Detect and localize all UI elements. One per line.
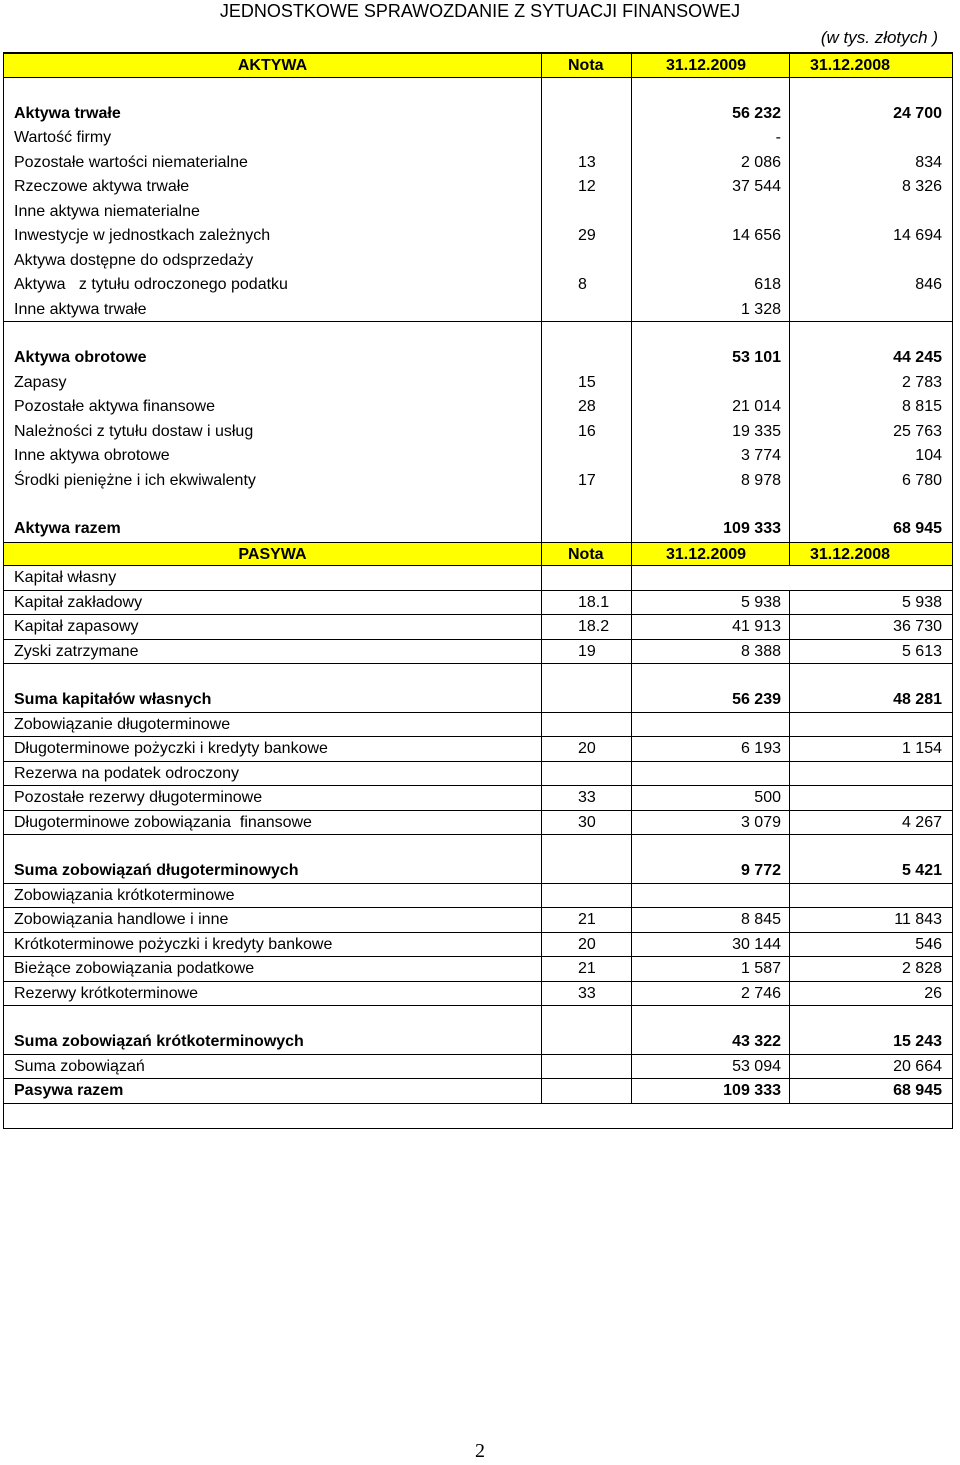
table-row xyxy=(4,615,952,640)
row-value-2009: 14 656 xyxy=(632,224,790,249)
row-value-2009: 618 xyxy=(632,273,790,298)
row-label: Wartość firmy xyxy=(4,126,542,151)
table-row xyxy=(4,908,952,933)
table-row xyxy=(4,786,952,811)
table-row xyxy=(4,126,952,151)
row-value-2009: 37 544 xyxy=(632,175,790,200)
dlugoterminowe-heading-row xyxy=(4,713,952,738)
table-row xyxy=(4,982,952,1007)
row-note: 8 xyxy=(542,273,632,298)
row-value-2009: 2 086 xyxy=(632,151,790,176)
row-label: Aktywa razem xyxy=(4,517,542,542)
row-value-2008: 5 421 xyxy=(901,862,942,879)
row-label: Aktywa dostępne do odsprzedaży xyxy=(4,249,542,274)
spacer-row xyxy=(4,835,952,859)
row-value-2008: 11 843 xyxy=(894,911,942,928)
row-label: Suma zobowiązań xyxy=(4,1055,542,1079)
row-note: 33 xyxy=(542,982,632,1006)
row-value-2008: 5 938 xyxy=(901,593,942,611)
row-value-2008 xyxy=(790,126,952,151)
row-value-2008: 15 243 xyxy=(893,1033,942,1050)
row-note xyxy=(542,346,632,371)
row-note xyxy=(542,200,632,225)
row-note xyxy=(542,444,632,469)
row-label: Inne aktywa niematerialne xyxy=(4,200,542,225)
row-value-2009: 3 774 xyxy=(632,444,790,469)
row-label: Aktywa trwałe xyxy=(4,102,542,127)
table-row xyxy=(4,469,952,494)
row-note xyxy=(542,1055,632,1079)
kapital-total-row xyxy=(4,688,952,713)
row-note: 29 xyxy=(542,224,632,249)
row-value-2008: 68 945 xyxy=(893,1082,942,1099)
row-note: 20 xyxy=(542,933,632,957)
spacer-row xyxy=(4,322,952,346)
row-value-2008: 20 664 xyxy=(893,1057,942,1075)
section-heading: Zobowiązania krótkoterminowe xyxy=(4,884,542,908)
krotkoterminowe-heading-row xyxy=(4,884,952,909)
row-value-2009: 5 938 xyxy=(632,591,790,615)
table-row xyxy=(4,395,952,420)
row-value-2009: 53 094 xyxy=(632,1055,790,1079)
table-row xyxy=(4,371,952,396)
row-label: Inne aktywa trwałe xyxy=(4,298,542,322)
row-note: 16 xyxy=(542,420,632,445)
row-label: Bieżące zobowiązania podatkowe xyxy=(4,957,542,981)
row-value-2009 xyxy=(632,762,790,786)
row-value-2009: 1 587 xyxy=(632,957,790,981)
row-note xyxy=(542,1030,632,1054)
row-label: Długoterminowe zobowiązania finansowe xyxy=(4,811,542,835)
pasywa-header-row xyxy=(4,542,952,567)
aktywa-trwale-total-row xyxy=(4,102,952,127)
row-value-2008: 8 815 xyxy=(901,398,942,415)
row-value-2008: 25 763 xyxy=(893,422,942,440)
aktywa-header-col2: 31.12.2008 xyxy=(810,57,891,74)
table-row xyxy=(4,811,952,836)
row-value-2008: 2 783 xyxy=(901,373,942,391)
row-label: Suma kapitałów własnych xyxy=(4,688,542,712)
row-label: Długoterminowe pożyczki i kredyty bankowe xyxy=(4,737,542,761)
row-note: 28 xyxy=(542,395,632,420)
table-row xyxy=(4,933,952,958)
row-value-2008: 846 xyxy=(915,276,942,293)
row-note: 18.1 xyxy=(542,591,632,615)
row-note xyxy=(542,762,632,786)
table-row xyxy=(4,957,952,982)
table-row xyxy=(4,175,952,200)
row-value-2008 xyxy=(790,786,952,810)
row-value-2009 xyxy=(632,249,790,274)
row-value-2008: 14 694 xyxy=(893,227,942,244)
row-note xyxy=(542,249,632,274)
row-value-2009: 2 746 xyxy=(632,982,790,1006)
pasywa-header-col2: 31.12.2008 xyxy=(810,545,891,563)
row-value-2008: 6 780 xyxy=(901,471,942,489)
row-value-2008 xyxy=(790,762,952,786)
row-value-2008: 4 267 xyxy=(901,813,942,831)
row-label: Aktywa z tytułu odroczonego podatku xyxy=(4,273,542,298)
row-label: Inne aktywa obrotowe xyxy=(4,444,542,469)
row-label: Należności z tytułu dostaw i usług xyxy=(4,420,542,445)
row-note: 17 xyxy=(542,469,632,494)
suma-zobowiazan-row xyxy=(4,1055,952,1080)
spacer-row xyxy=(4,78,952,102)
row-value-2008 xyxy=(790,298,952,322)
row-note: 20 xyxy=(542,737,632,761)
row-label: Kapitał zakładowy xyxy=(4,591,542,615)
row-value-2009: 9 772 xyxy=(632,859,790,883)
row-value-2008: 104 xyxy=(915,447,942,464)
aktywa-header-col1: 31.12.2009 xyxy=(632,54,790,77)
row-note: 12 xyxy=(542,175,632,200)
row-label: Zapasy xyxy=(4,371,542,396)
row-note xyxy=(542,1079,632,1103)
row-label: Zyski zatrzymane xyxy=(4,640,542,664)
row-note xyxy=(542,859,632,883)
row-note xyxy=(542,102,632,127)
aktywa-header-label: AKTYWA xyxy=(4,54,542,77)
row-value-2009: 19 335 xyxy=(632,420,790,445)
row-value-2009: 30 144 xyxy=(632,933,790,957)
table-row xyxy=(4,420,952,445)
row-note xyxy=(542,298,632,322)
table-row xyxy=(4,273,952,298)
spacer-row xyxy=(4,1104,952,1128)
row-value-2009: 6 193 xyxy=(632,737,790,761)
row-label: Suma zobowiązań krótkoterminowych xyxy=(4,1030,542,1054)
row-value-2008: 834 xyxy=(915,153,942,171)
aktywa-header-row xyxy=(4,53,952,78)
row-note xyxy=(542,126,632,151)
row-value-2009: 8 388 xyxy=(632,640,790,664)
row-note xyxy=(542,517,632,542)
row-value-2008: 26 xyxy=(924,984,942,1002)
row-value-2008: 546 xyxy=(915,935,942,953)
table-row xyxy=(4,151,952,176)
row-note: 18.2 xyxy=(542,615,632,639)
row-label: Pozostałe aktywa finansowe xyxy=(4,395,542,420)
spacer-row xyxy=(4,1006,952,1030)
pasywa-header-col1: 31.12.2009 xyxy=(632,543,790,566)
row-label: Środki pieniężne i ich ekwiwalenty xyxy=(4,469,542,494)
row-value-2009: 41 913 xyxy=(632,615,790,639)
row-label: Pozostałe wartości niematerialne xyxy=(4,151,542,176)
dlugoterminowe-total-row xyxy=(4,859,952,884)
row-value-2009: 21 014 xyxy=(632,395,790,420)
spacer-row xyxy=(4,493,952,517)
section-heading: Zobowiązanie długoterminowe xyxy=(4,713,542,737)
row-value-2009: 1 328 xyxy=(632,298,790,322)
kapital-heading-row xyxy=(4,566,952,591)
row-value-2008 xyxy=(790,200,952,225)
table-row xyxy=(4,737,952,762)
row-value-2009 xyxy=(632,371,790,396)
row-value-2008: 2 828 xyxy=(901,960,942,977)
krotkoterminowe-total-row xyxy=(4,1030,952,1055)
row-value-2008 xyxy=(790,249,952,274)
table-row xyxy=(4,762,952,787)
row-value-2008: 48 281 xyxy=(893,691,942,708)
row-label: Pozostałe rezerwy długoterminowe xyxy=(4,786,542,810)
row-value-2008: 36 730 xyxy=(893,618,942,635)
row-note xyxy=(542,688,632,712)
page-number: 2 xyxy=(475,1440,485,1462)
aktywa-obrotowe-total-row xyxy=(4,346,952,371)
row-label: Aktywa obrotowe xyxy=(4,346,542,371)
table-row xyxy=(4,640,952,665)
row-note: 21 xyxy=(542,908,632,932)
row-value-2009: 8 978 xyxy=(632,469,790,494)
row-value-2009: 109 333 xyxy=(632,517,790,542)
page-title: JEDNOSTKOWE SPRAWOZDANIE Z SYTUACJI FINANSOWEJ xyxy=(219,1,741,21)
units-note: (w tys. złotych ) xyxy=(820,28,938,47)
row-label: Kapitał zapasowy xyxy=(4,615,542,639)
section-heading: Kapitał własny xyxy=(4,566,542,590)
row-value-2009 xyxy=(632,200,790,225)
row-value-2009: 56 239 xyxy=(632,688,790,712)
row-note: 13 xyxy=(542,151,632,176)
balance-sheet-table xyxy=(3,52,953,1129)
table-row xyxy=(4,298,952,323)
row-note: 30 xyxy=(542,811,632,835)
table-row xyxy=(4,249,952,274)
pasywa-razem-row xyxy=(4,1079,952,1104)
row-value-2009: - xyxy=(632,126,790,151)
aktywa-header-note: Nota xyxy=(542,54,632,77)
row-note: 21 xyxy=(542,957,632,981)
row-note: 33 xyxy=(542,786,632,810)
spacer-row xyxy=(4,664,952,688)
row-label: Zobowiązania handlowe i inne xyxy=(4,908,542,932)
row-label: Rezerwy krótkoterminowe xyxy=(4,982,542,1006)
row-value-2009: 3 079 xyxy=(632,811,790,835)
row-value-2008: 1 154 xyxy=(901,740,942,757)
row-label: Pasywa razem xyxy=(4,1079,542,1103)
table-row xyxy=(4,224,952,249)
row-label: Rezerwa na podatek odroczony xyxy=(4,762,542,786)
row-value-2009: 500 xyxy=(632,786,790,810)
row-value-2008: 5 613 xyxy=(901,642,942,660)
row-value-2008: 68 945 xyxy=(893,520,942,537)
table-row xyxy=(4,591,952,616)
row-value-2009: 53 101 xyxy=(632,346,790,371)
table-row xyxy=(4,200,952,225)
row-label: Rzeczowe aktywa trwałe xyxy=(4,175,542,200)
row-label: Krótkoterminowe pożyczki i kredyty bankowe xyxy=(4,933,542,957)
aktywa-razem-row xyxy=(4,517,952,542)
row-value-2009: 56 232 xyxy=(632,102,790,127)
table-row xyxy=(4,444,952,469)
row-value-2008: 8 326 xyxy=(901,178,942,195)
pasywa-header-label: PASYWA xyxy=(4,543,542,566)
pasywa-header-note: Nota xyxy=(542,543,632,566)
row-note: 15 xyxy=(542,371,632,396)
row-value-2009: 109 333 xyxy=(632,1079,790,1103)
row-value-2009: 43 322 xyxy=(632,1030,790,1054)
row-value-2008: 24 700 xyxy=(893,104,942,122)
row-note: 19 xyxy=(542,640,632,664)
row-value-2008: 44 245 xyxy=(893,349,942,366)
row-label: Inwestycje w jednostkach zależnych xyxy=(4,224,542,249)
row-value-2009: 8 845 xyxy=(632,908,790,932)
row-label: Suma zobowiązań długoterminowych xyxy=(4,859,542,883)
